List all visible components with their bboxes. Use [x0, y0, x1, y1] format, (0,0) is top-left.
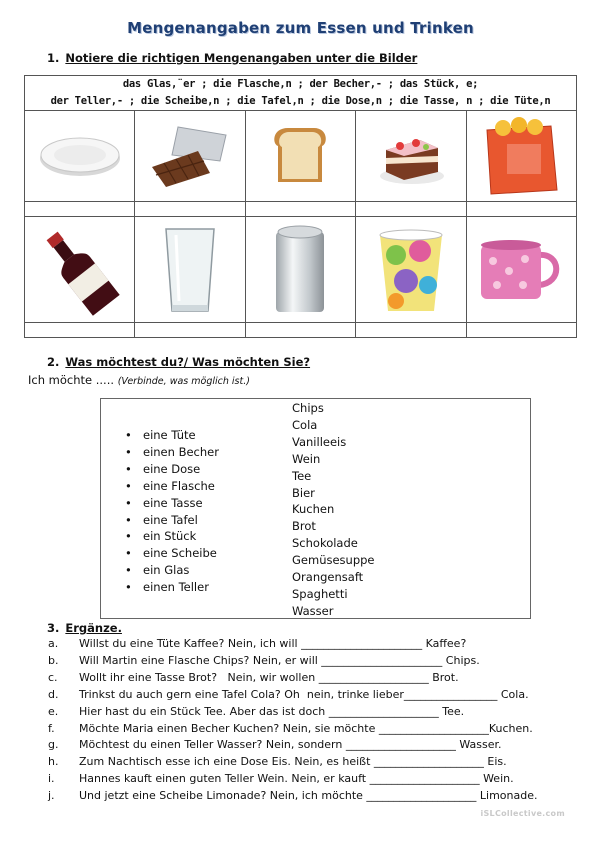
- exercise-text: Zum Nachtisch esse ich eine Dose Eis. Nein, es heißt ____________________ Eis.: [79, 755, 507, 769]
- exercise-item: [48, 737, 538, 754]
- exercise-text: Und jetzt eine Scheibe Limonade? Nein, ich möchte ____________________ Limonade.: [79, 789, 538, 803]
- food-item: Gemüsesuppe: [292, 553, 375, 568]
- quantity-item: • ein Glas: [123, 562, 219, 579]
- watermark: iSLCollective.com: [480, 809, 565, 818]
- wine-bottle-icon: [32, 222, 128, 318]
- vocab-line: das Glas,¨er ; die Flasche,n ; der Becher,- ; das Stück, e;: [122, 78, 479, 90]
- food-item: Spaghetti: [292, 586, 348, 601]
- quantity-item: • ein Stück: [123, 528, 219, 545]
- exercise-item: [48, 670, 538, 687]
- page-title: Mengenangaben zum Essen und Trinken: [127, 19, 474, 37]
- section-number: 1.: [47, 51, 60, 65]
- food-item: Orangensaft: [292, 570, 364, 585]
- exercise-letter: f.: [48, 721, 55, 735]
- exercise-text: Wollt ihr eine Tasse Brot? Nein, wir wollen ____________________ Brot.: [79, 670, 459, 684]
- drinking-glass-icon: [162, 225, 218, 315]
- food-item: Bier: [292, 485, 315, 500]
- picture-cell: [245, 111, 355, 202]
- exercise-item: [48, 788, 538, 805]
- picture-cell: [25, 217, 135, 323]
- paper-cup-icon: [376, 225, 446, 315]
- exercise-item: [48, 771, 538, 788]
- food-item: Cola: [292, 417, 318, 432]
- picture-cell: [25, 111, 135, 202]
- section-title: Notiere die richtigen Mengenangaben unter die Bilder: [65, 51, 418, 65]
- exercise-text: Möchte Maria einen Becher Kuchen? Nein, sie möchte ____________________Kuchen.: [79, 721, 533, 735]
- exercise-letter: b.: [48, 653, 59, 667]
- exercise-text: Hannes kauft einen guten Teller Wein. Nein, er kauft ____________________ Wein.: [79, 772, 514, 786]
- vocab-box: [25, 76, 577, 111]
- picture-cell: [466, 111, 576, 202]
- exercise-text: Hier hast du ein Stück Tee. Aber das ist doch ____________________ Tee.: [79, 704, 465, 718]
- picture-cell: [356, 217, 466, 323]
- food-item: Chips: [292, 401, 324, 415]
- prompt-hint: (Verbinde, was möglich ist.): [117, 376, 250, 387]
- food-item: Wein: [292, 451, 321, 466]
- exercise-list: [48, 636, 538, 805]
- exercise-text: Will Martin eine Flasche Chips? Nein, er will ______________________ Chips.: [79, 653, 480, 667]
- picture-cell: [245, 217, 355, 323]
- quantity-item: • eine Flasche: [123, 478, 219, 495]
- exercise-letter: i.: [48, 772, 55, 786]
- exercise-item: [48, 704, 538, 721]
- picture-cell: [135, 217, 245, 323]
- exercise-item: [48, 687, 538, 704]
- exercise-letter: j.: [48, 789, 55, 803]
- mug-icon: [475, 235, 567, 305]
- exercise-text: Willst du eine Tüte Kaffee? Nein, ich will ______________________ Kaffee?: [79, 637, 467, 650]
- plate-icon: [38, 134, 122, 178]
- food-item: Tee: [292, 468, 312, 483]
- exercise-item: [48, 721, 538, 738]
- exercise-item: [48, 636, 538, 653]
- section-number: 2.: [47, 355, 60, 369]
- quantity-item: • eine Tasse: [123, 495, 219, 512]
- picture-cell: [135, 111, 245, 202]
- exercise-letter: c.: [48, 670, 58, 684]
- chocolate-bar-icon: [148, 121, 232, 191]
- exercise-text: Möchtest du einen Teller Wasser? Nein, sondern ____________________ Wasser.: [79, 738, 502, 752]
- prompt-text: Ich möchte .....: [28, 373, 118, 387]
- food-item: Schokolade: [292, 536, 358, 551]
- food-item: Wasser: [292, 603, 334, 618]
- food-item: Brot: [292, 519, 316, 534]
- chips-bag-icon: [481, 116, 561, 196]
- exercise-letter: g.: [48, 738, 59, 752]
- section-1-heading: [47, 51, 417, 65]
- exercise-letter: a.: [48, 637, 59, 650]
- quantity-item: • eine Scheibe: [123, 545, 219, 562]
- exercise-letter: e.: [48, 704, 59, 718]
- quantity-item: • einen Teller: [123, 579, 219, 596]
- bread-slice-icon: [270, 124, 330, 188]
- food-item: Kuchen: [292, 502, 335, 517]
- exercise-item: [48, 653, 538, 670]
- exercise-letter: d.: [48, 687, 59, 701]
- exercise-text: Trinkst du auch gern eine Tafel Cola? Oh nein, trinke lieber_________________ Cola.: [79, 687, 529, 701]
- section-title: Was möchtest du?/ Was möchten Sie?: [65, 355, 311, 369]
- vocab-line: der Teller,- ; die Scheibe,n ; die Tafel,n ; die Dose,n ; die Tasse, n ; die Tüte,n: [50, 95, 551, 107]
- quantity-item: • eine Dose: [123, 461, 219, 478]
- exercise-item: [48, 754, 538, 771]
- soda-can-icon: [270, 222, 330, 318]
- quantity-list: [123, 427, 219, 596]
- section-3-heading: [47, 621, 122, 635]
- exercise-letter: h.: [48, 755, 59, 769]
- picture-cell: [466, 217, 576, 323]
- quantity-item: • eine Tüte: [123, 427, 219, 444]
- food-list: [292, 400, 375, 620]
- quantity-item: • eine Tafel: [123, 512, 219, 529]
- food-item: Vanilleeis: [292, 434, 347, 449]
- section-number: 3.: [47, 621, 60, 635]
- section-2-heading: [47, 355, 310, 369]
- cake-piece-icon: [376, 124, 446, 188]
- section-title: Ergänze.: [65, 621, 122, 635]
- picture-table: [24, 75, 577, 338]
- section-2-prompt: [28, 373, 250, 387]
- quantity-item: • einen Becher: [123, 444, 219, 461]
- matching-box: [100, 398, 531, 619]
- picture-cell: [356, 111, 466, 202]
